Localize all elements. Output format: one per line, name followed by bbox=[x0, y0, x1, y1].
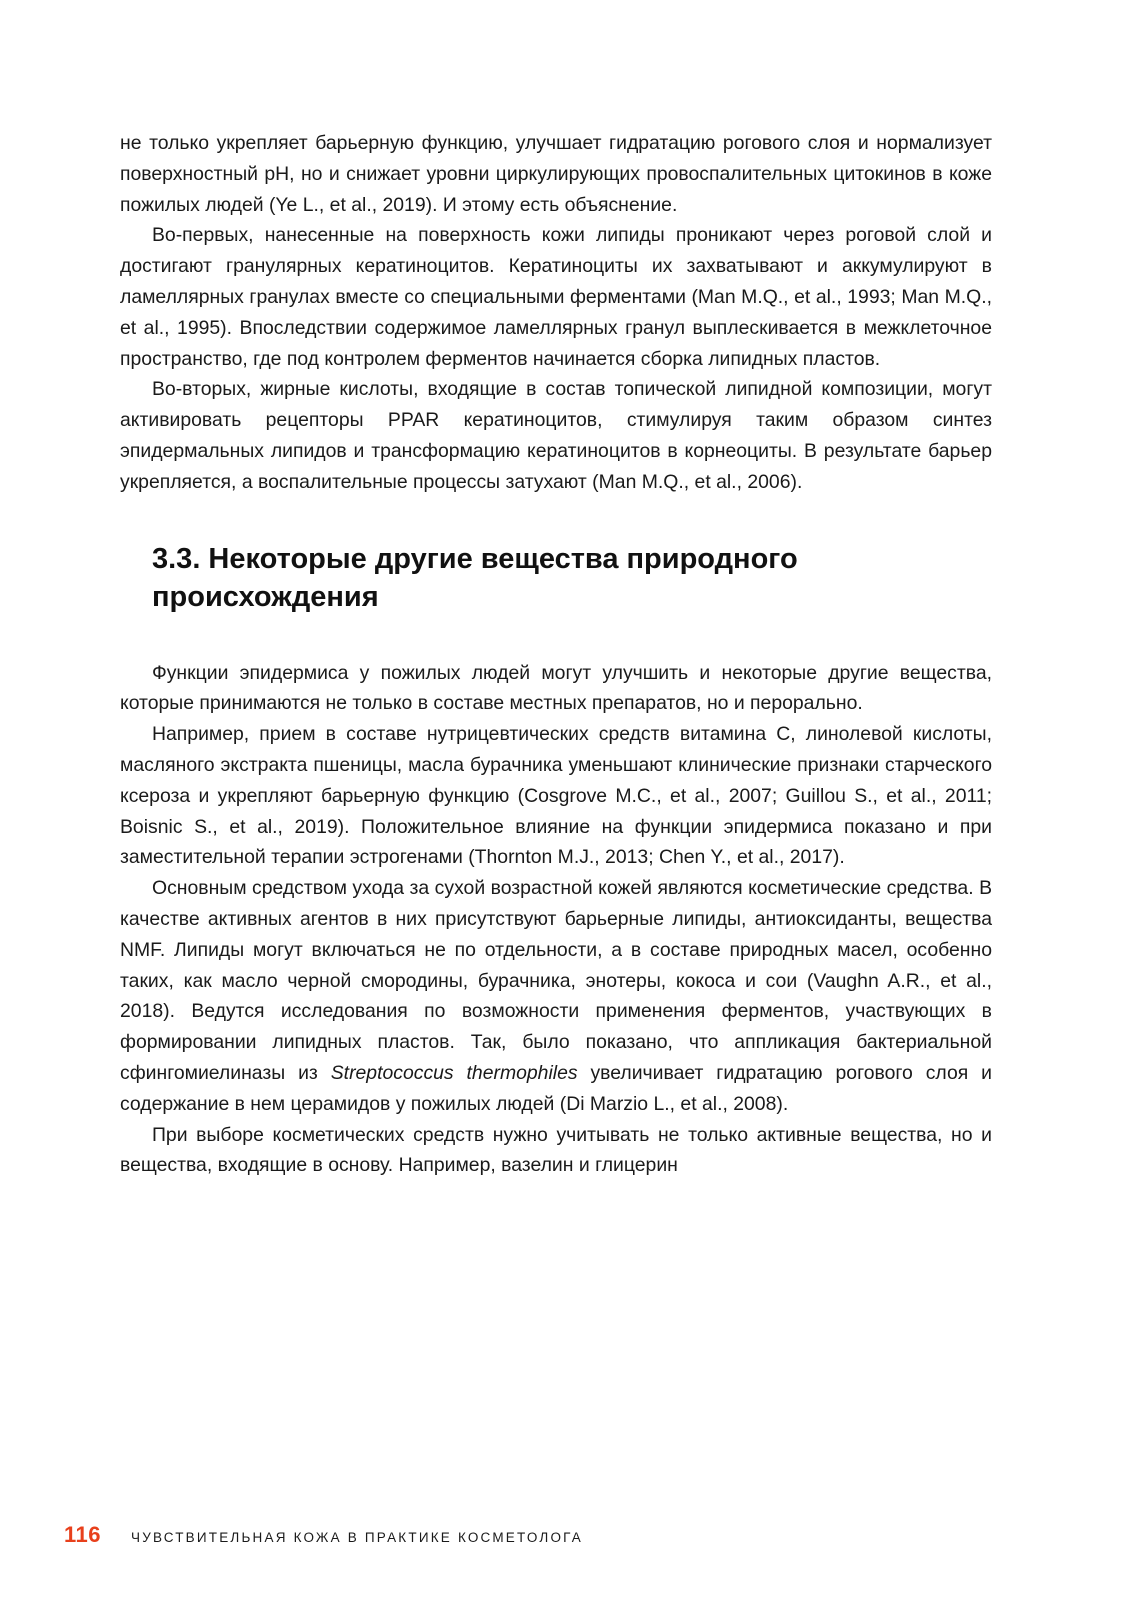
section-heading bbox=[152, 540, 992, 616]
paragraph-cosmetics-text-after: увеличивает гидратацию рогового слоя и содержание в нем церамидов у пожилых людей (Di Marzio L., et al., 2008). bbox=[120, 1061, 992, 1115]
paragraph-cosmetics bbox=[120, 873, 992, 1119]
paragraph-choice: При выборе косметических средств нужно учитывать не только активные вещества, но и вещества, входящие в основу. Например, вазелин и глицерин bbox=[120, 1123, 992, 1177]
section-heading-line-2: происхождения bbox=[152, 580, 379, 613]
paragraph-continuation: не только укрепляет барьерную функцию, улучшает гидратацию рогового слоя и нормализует поверхностный pH, но и снижает уровни циркулирующих провоспалительных цитокинов в коже пожилых людей (Ye L., et al., 2019). И этому есть объяснение. bbox=[120, 132, 992, 216]
page-footer bbox=[64, 1522, 583, 1548]
section-heading-line-1: 3.3. Некоторые другие вещества природного bbox=[152, 542, 798, 575]
paragraph-cosmetics-text-before: Основным средством ухода за сухой возрастной кожей являются косметические средства. В качестве активных агентов в них присутствуют барьерные липиды, антиоксиданты, вещества NMF. Липиды могут включаться не по отдельности, а в составе природных масел, особенно таких, как масло черной смородины, бурачника, энотеры, кокоса и сои (Vaughn A.R., et al., 2018). Ведутся исследования по возможности применения ферментов, участвующих в формировании липидных пластов. Так, было показано, что аппликация бактериальной сфингомиелиназы из bbox=[120, 877, 992, 1084]
page-body bbox=[120, 128, 992, 1181]
paragraph-first-reason: Во-первых, нанесенные на поверхность кожи липиды проникают через роговой слой и достигают гранулярных кератиноцитов. Кератиноциты их захватывают и аккумулируют в ламеллярных гранулах вместе со специальными ферментами (Man M.Q., et al., 1993; Man M.Q., et al., 1995). Впоследствии содержимое ламеллярных гранул выплескивается в межклеточное пространство, где под контролем ферментов начинается сборка липидных пластов. bbox=[120, 224, 992, 370]
species-name: Streptococcus thermophiles bbox=[330, 1061, 578, 1084]
paragraph-functions: Функции эпидермиса у пожилых людей могут улучшить и некоторые другие вещества, которые принимаются не только в составе местных препаратов, но и перорально. bbox=[120, 661, 992, 715]
running-title: ЧУВСТВИТЕЛЬНАЯ КОЖА В ПРАКТИКЕ КОСМЕТОЛОГА bbox=[131, 1530, 583, 1545]
paragraph-second-reason: Во-вторых, жирные кислоты, входящие в состав топической липидной композиции, могут активировать рецепторы PPAR кератиноцитов, стимулируя таким образом синтез эпидермальных липидов и трансформацию кератиноцитов в корнеоциты. В результате барьер укрепляется, а воспалительные процессы затухают (Man M.Q., et al., 2006). bbox=[120, 378, 992, 493]
paragraph-example: Например, прием в составе нутрицевтических средств витамина C, линолевой кислоты, масляного экстракта пшеницы, масла бурачника уменьшают клинические признаки старческого ксероза и укрепляют барьерную функцию (Cosgrove M.C., et al., 2007; Guillou S., et al., 2011; Boisnic S., et al., 2019). Положительное влияние на функции эпидермиса показано и при заместительной терапии эстрогенами (Thornton M.J., 2013; Chen Y., et al., 2017). bbox=[120, 723, 992, 869]
page-number: 116 bbox=[64, 1522, 101, 1547]
